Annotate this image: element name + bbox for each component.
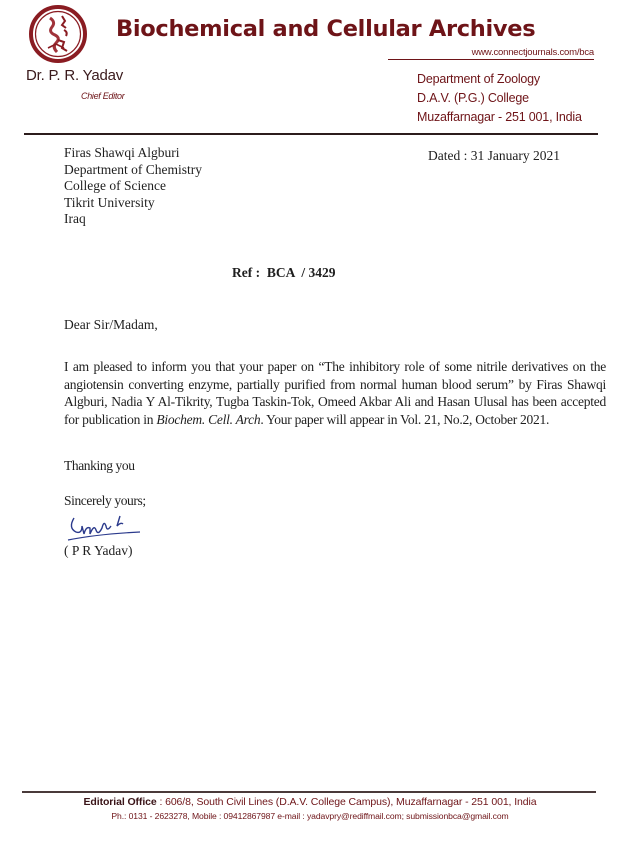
letter-body <box>64 358 606 428</box>
journal-website-link[interactable]: www.connectjournals.com/bca <box>388 47 594 60</box>
college: D.A.V. (P.G.) College <box>417 91 529 105</box>
reference-number: Ref : BCA / 3429 <box>232 265 336 280</box>
editor-role: Chief Editor <box>81 91 125 101</box>
header-divider <box>24 133 598 135</box>
body-text-end: . Your paper will appear in Vol. 21, No.2, October 2021. <box>260 411 550 427</box>
editor-name: Dr. P. R. Yadav <box>26 67 124 84</box>
body-text: I am pleased to inform you that your paper on “The inhibitory role of some nitrile derivatives on the angiotensin converting enzyme, partially purified from normal human blood serum” by Firas Shawqi Algburi, Nadia Y Al-Tikrity, Tugba Taskin-Tok, Omeed Akbar Ali and Hasan Ulusal has been accepted for publication in <box>64 359 606 427</box>
handwritten-signature-icon <box>64 510 144 542</box>
journal-abbreviation: Biochem. Cell. Arch <box>156 411 261 427</box>
city: Muzaffarnagar - 251 001, India <box>417 110 582 124</box>
journal-emblem-icon <box>28 4 88 64</box>
editorial-office-label: Editorial Office <box>83 796 157 808</box>
closing: Thanking you <box>64 458 135 473</box>
recipient-line: Department of Chemistry <box>64 161 202 177</box>
journal-title: Biochemical and Cellular Archives <box>116 16 536 42</box>
footer-divider <box>22 791 596 793</box>
recipient-line: Tikrit University <box>64 194 155 210</box>
letter-date: Dated : 31 January 2021 <box>428 148 560 163</box>
valediction: Sincerely yours; <box>64 493 146 508</box>
office-address: : 606/8, South Civil Lines (D.A.V. College Campus), Muzaffarnagar - 251 001, India <box>156 796 537 808</box>
editorial-office-address <box>24 796 596 808</box>
recipient-line: Iraq <box>64 211 86 226</box>
department: Department of Zoology <box>417 72 540 86</box>
salutation: Dear Sir/Madam, <box>64 317 158 332</box>
contact-details: Ph.: 0131 - 2623278, Mobile : 09412867987 e-mail : yadavpry@rediffmail.com; submissionbca@gmail.com <box>111 811 509 821</box>
recipient-line: Firas Shawqi Algburi <box>64 145 180 160</box>
recipient-address <box>64 145 202 228</box>
recipient-line: College of Science <box>64 178 166 193</box>
signatory-name: ( P R Yadav) <box>64 543 133 558</box>
editor-address <box>417 70 582 127</box>
